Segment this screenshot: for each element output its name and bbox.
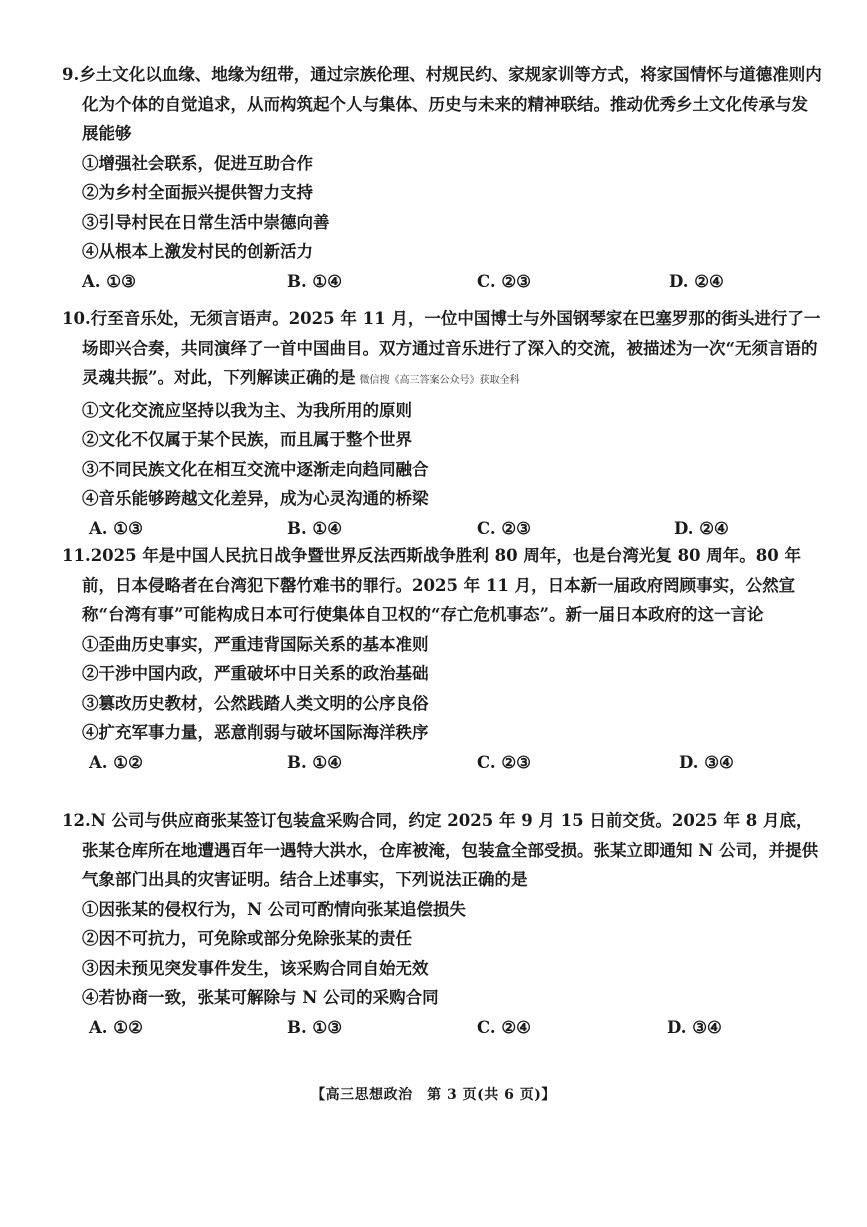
question-9 <box>62 60 822 297</box>
option-2: ②干涉中国内政，严重破坏中日关系的政治基础 <box>82 664 429 683</box>
choice-b: B. ①④ <box>287 518 343 538</box>
option-2: ②因不可抗力，可免除或部分免除张某的责任 <box>82 929 412 948</box>
choice-c: C. ②③ <box>477 271 531 291</box>
option-3: ③引导村民在日常生活中崇德向善 <box>82 212 330 232</box>
watermark-text: 微信搜《高三答案公众号》获取全科 <box>359 375 520 386</box>
option-1: ①因张某的侵权行为，N 公司可酌情向张某追偿损失 <box>82 899 466 919</box>
option-1: ①歪曲历史事实，严重违背国际关系的基本准则 <box>82 634 429 654</box>
question-11 <box>62 541 822 778</box>
choice-a: A. ①③ <box>82 271 136 291</box>
choice-a: A. ①② <box>89 1017 143 1037</box>
question-stem: 11.2025 年是中国人民抗日战争暨世界反法西斯战争胜利 80 周年，也是台湾光复 80 周年。80 年前，日本侵略者在台湾犯下罄竹难书的罪行。2025 年 11 月，日本新一届政府罔顾事实，公然宣称“台湾有事”可能构成日本可行使集体自卫权的“存亡危机事态”。新一届日本政府的这一言论 <box>62 546 801 624</box>
question-stem <box>62 304 822 396</box>
option-3: ③不同民族文化在相互交流中逐渐走向趋同融合 <box>82 459 429 479</box>
option-1: ①增强社会联系，促进互助合作 <box>82 153 313 173</box>
option-4: ④从根本上激发村民的创新活力 <box>82 242 313 261</box>
choice-d: D. ②④ <box>674 518 729 538</box>
option-2: ②文化不仅属于某个民族，而且属于整个世界 <box>82 430 412 449</box>
answer-choices <box>62 267 822 297</box>
choice-b: B. ①④ <box>287 752 343 772</box>
choice-c: C. ②③ <box>477 752 531 772</box>
choice-a: A. ①② <box>89 752 143 772</box>
choice-c: C. ②③ <box>477 518 531 538</box>
question-stem-text: 10.行至音乐处，无须言语声。2025 年 11 月，一位中国博士与外国钢琴家在巴塞罗那的街头进行了一场即兴合奏，共同演绎了一首中国曲目。双方通过音乐进行了深入的交流，被描述为一次“无须言语的灵魂共振”。对此，下列解读正确的是 <box>62 309 821 387</box>
option-4: ④若协商一致，张某可解除与 N 公司的采购合同 <box>82 988 439 1007</box>
choice-d: D. ②④ <box>669 271 724 291</box>
option-2: ②为乡村全面振兴提供智力支持 <box>82 183 313 202</box>
question-12 <box>62 806 822 1043</box>
answer-choices <box>62 748 822 778</box>
choice-d: D. ③④ <box>679 752 734 772</box>
option-1: ①文化交流应坚持以我为主、为我所用的原则 <box>82 400 412 420</box>
choice-a: A. ①③ <box>89 518 143 538</box>
choice-b: B. ①③ <box>287 1017 343 1037</box>
option-3: ③因未预见突发事件发生，该采购合同自始无效 <box>82 958 429 978</box>
choice-c: C. ②④ <box>477 1017 531 1037</box>
question-stem: 12.N 公司与供应商张某签订包装盒采购合同，约定 2025 年 9 月 15 日前交货。2025 年 8 月底，张某仓库所在地遭遇百年一遇特大洪水，仓库被淹，包装盒全部受损。张某立即通知 N 公司，并提供气象部门出具的灾害证明。结合上述事实，下列说法正确的是 <box>62 811 819 889</box>
option-4: ④扩充军事力量，恶意削弱与破坏国际海洋秩序 <box>82 723 429 742</box>
question-10 <box>62 304 822 544</box>
choice-b: B. ①④ <box>287 271 343 291</box>
option-3: ③篡改历史教材，公然践踏人类文明的公序良俗 <box>82 693 429 713</box>
choice-d: D. ③④ <box>667 1017 722 1037</box>
option-4: ④音乐能够跨越文化差异，成为心灵沟通的桥梁 <box>82 489 429 508</box>
page-footer: 【高三思想政治 第 3 页(共 6 页)】 <box>311 1087 556 1103</box>
answer-choices <box>62 1013 822 1043</box>
answer-choices <box>62 514 822 544</box>
question-stem: 9.乡土文化以血缘、地缘为纽带，通过宗族伦理、村规民约、家规家训等方式，将家国情怀与道德准则内化为个体的自觉追求，从而构筑起个人与集体、历史与未来的精神联结。推动优秀乡土文化传承与发展能够 <box>62 65 822 143</box>
